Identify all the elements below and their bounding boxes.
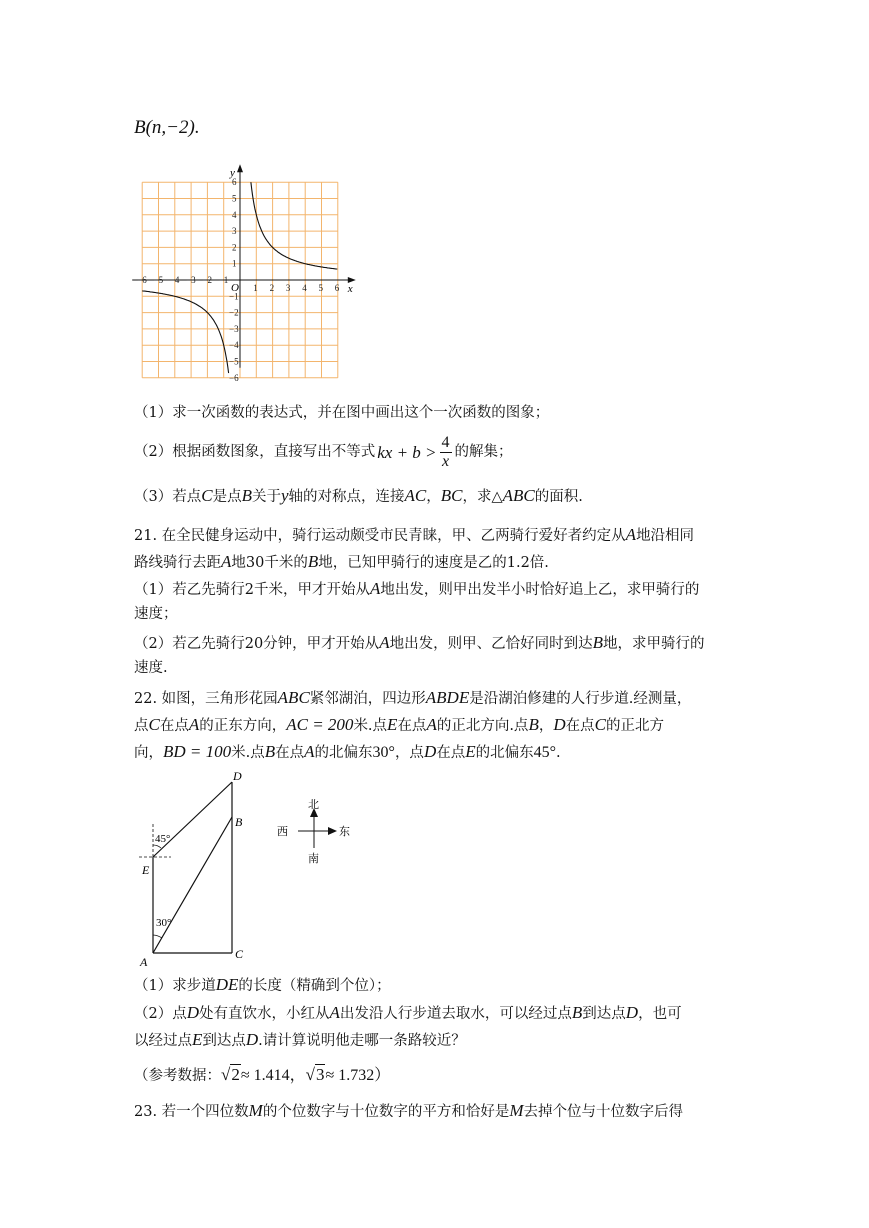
text: 地，已知甲骑行的速度是乙的1.2倍. <box>318 555 549 571</box>
text: 在点 <box>159 718 189 734</box>
text: （3）若点 <box>134 489 202 505</box>
compass-east: 东 <box>339 826 350 838</box>
q21-line6: 速度. <box>134 660 168 676</box>
x-tick-label: −5 <box>153 275 164 285</box>
var-d: D <box>625 1003 639 1022</box>
text: 的北偏东 <box>314 745 373 761</box>
var-e: E <box>192 1030 203 1049</box>
var-a: A <box>379 633 390 652</box>
q20-part1: （1）求一次函数的表达式，并在图中画出这个一次函数的图象； <box>134 405 550 421</box>
compass-rose <box>275 796 355 868</box>
text: 地出发，则甲、乙恰好同时到达 <box>389 636 593 652</box>
text: 的正北方 <box>605 718 664 734</box>
var-b: B <box>528 715 539 734</box>
text: 在点 <box>565 718 595 734</box>
var-a: A <box>221 552 232 571</box>
text: 的正北方向.点 <box>436 718 529 734</box>
text: 是沿湖泊修建的人行步道.经测量， <box>469 691 692 707</box>
text: （参考数据： <box>134 1068 221 1084</box>
label-45: 45° <box>155 833 171 845</box>
text: 到达点 <box>582 1006 626 1022</box>
text: 的长度（精确到个位）； <box>238 978 391 994</box>
fraction-denominator: x <box>441 452 450 470</box>
y-tick-label: −2 <box>229 307 239 318</box>
x-tick-label: 3 <box>285 283 291 293</box>
text: 的面积. <box>534 489 583 505</box>
angle-arc-45 <box>153 845 161 848</box>
label-d: D <box>233 769 242 783</box>
geometry-figure <box>135 768 265 968</box>
y-tick-label: −4 <box>229 340 239 351</box>
compass-west: 西 <box>277 826 288 838</box>
text: 在点 <box>275 745 305 761</box>
text: ， <box>538 718 554 734</box>
text: 地30千米的 <box>231 555 308 571</box>
x-axis-label: x <box>347 283 353 295</box>
y-tick-label: 6 <box>232 177 237 188</box>
y-tick-label: 3 <box>232 226 237 237</box>
q21-line1 <box>134 526 694 544</box>
text: 向， <box>134 745 163 761</box>
text: 紧邻湖泊，四边形 <box>309 691 426 707</box>
approx-1732: ≈ 1.732） <box>325 1067 391 1084</box>
text: . <box>556 745 561 761</box>
var-b: B <box>571 1003 583 1022</box>
angle-30: 30° <box>372 744 395 761</box>
q22-line1 <box>134 689 691 707</box>
q22-reference-data <box>134 1066 390 1084</box>
y-tick-label: 2 <box>232 242 237 253</box>
text: 的个位数字与十位数字的平方和恰好是 <box>262 1104 510 1120</box>
label-e: E <box>142 863 150 877</box>
y-tick-label: −6 <box>229 372 239 383</box>
var-a: A <box>426 715 437 734</box>
q20-part2 <box>134 432 513 472</box>
expr-bd: BD = 100 <box>163 742 232 761</box>
label-b: B <box>235 815 243 829</box>
y-tick-label: 4 <box>232 209 237 220</box>
var-abc: ABC <box>277 688 310 707</box>
var-a: A <box>329 1003 340 1022</box>
var-a: A <box>304 742 315 761</box>
var-abde: ABDE <box>425 688 470 707</box>
text: ， <box>426 489 441 505</box>
compass-north: 北 <box>308 799 319 811</box>
x-tick-label: −3 <box>186 275 196 285</box>
var-c: C <box>201 486 213 505</box>
var-a: A <box>625 525 637 544</box>
var-b: B <box>241 486 252 505</box>
x-tick-label: 5 <box>318 283 323 293</box>
var-c: C <box>148 715 160 734</box>
q21-line5 <box>134 634 704 652</box>
text: 关于 <box>251 489 281 505</box>
text: 点 <box>134 718 149 734</box>
var-y: y <box>280 486 289 505</box>
x-tick-label: 2 <box>269 283 275 293</box>
x-tick-label: 6 <box>334 283 340 293</box>
q21-line2 <box>134 553 549 571</box>
text: 路线骑行去距 <box>134 555 221 571</box>
text: （1）求步道 <box>134 978 216 994</box>
x-tick-label: 1 <box>253 283 258 293</box>
q22-line2 <box>134 716 664 734</box>
text: 地，求甲骑行的 <box>602 636 705 652</box>
q20-part3 <box>134 487 583 505</box>
q20-part2-suffix: 的解集； <box>454 443 513 460</box>
var-de: DE <box>215 975 239 994</box>
q22-sub2 <box>134 1004 682 1022</box>
x-tick-label: −4 <box>169 275 180 285</box>
text: （2）若乙先骑行20分钟，甲才开始从 <box>134 636 380 652</box>
text: 地沿相同 <box>636 528 695 544</box>
y-axis-arrow <box>237 164 243 172</box>
text: 在点 <box>436 745 466 761</box>
text: 22. 如图，三角形花园 <box>134 691 278 707</box>
text: 23. 若一个四位数 <box>134 1104 249 1120</box>
q22-sub1 <box>134 976 391 994</box>
approx-1414: ≈ 1.414， <box>240 1067 306 1084</box>
text: 地出发，则甲出发半小时恰好追上乙，求甲骑行的 <box>380 582 700 598</box>
radicand-2: 2 <box>231 1065 240 1084</box>
label-a: A <box>140 955 148 969</box>
text: 在点 <box>397 718 427 734</box>
var-e: E <box>465 742 476 761</box>
var-b: B <box>264 742 276 761</box>
function-graph <box>137 165 380 395</box>
x-tick-label: −2 <box>202 275 212 285</box>
origin-label: O <box>231 282 239 294</box>
q22-line3 <box>134 743 561 761</box>
text: （2）点 <box>134 1006 187 1022</box>
q21-line3 <box>134 580 699 598</box>
var-d: D <box>553 715 566 734</box>
y-tick-label: −1 <box>229 291 239 302</box>
text: ，也可 <box>638 1006 682 1022</box>
text: 米.点 <box>353 718 388 734</box>
label-30: 30° <box>156 917 172 929</box>
y-tick-label: 1 <box>232 258 237 269</box>
text: 去掉个位与十位数字后得 <box>523 1104 684 1120</box>
text: 处有直饮水，小红从 <box>199 1006 330 1022</box>
text: 21. 在全民健身运动中，骑行运动颇受市民青睐，甲、乙两骑行爱好者约定从 <box>134 528 626 544</box>
east-arrowhead <box>328 827 337 835</box>
hyperbola-branch-q3 <box>142 291 228 373</box>
y-tick-label: −3 <box>229 323 239 334</box>
var-a: A <box>369 579 381 598</box>
var-m: M <box>248 1101 263 1120</box>
inequality-expression: kx + b > <box>377 442 437 462</box>
var-e: E <box>387 715 398 734</box>
sqrt-2: √2 <box>221 1065 240 1084</box>
q22-sub3 <box>134 1031 466 1049</box>
text: 是点 <box>212 489 242 505</box>
x-tick-label: 4 <box>302 283 307 293</box>
x-tick-label: −6 <box>137 275 147 285</box>
var-d: D <box>423 742 437 761</box>
var-m: M <box>509 1101 524 1120</box>
x-tick-label: −1 <box>218 275 229 285</box>
text: ，求△ <box>462 489 503 505</box>
y-axis-label: y <box>230 167 235 180</box>
angle-arc-30 <box>153 935 162 938</box>
var-b: B <box>307 552 319 571</box>
text: 的北偏东 <box>475 745 534 761</box>
segment-ed <box>153 782 232 857</box>
fraction-numerator: 4 <box>441 433 450 451</box>
q21-line4: 速度； <box>134 606 178 622</box>
text: ，点 <box>394 745 424 761</box>
radicand-3: 3 <box>315 1065 325 1084</box>
compass-south: 南 <box>308 853 319 865</box>
var-d: D <box>186 1003 200 1022</box>
var-a: A <box>188 715 200 734</box>
var-bc: BC <box>440 486 463 505</box>
text: 米.点 <box>231 745 265 761</box>
q20-part2-prefix: （2）根据函数图象，直接写出不等式 <box>134 443 376 460</box>
text: 的正东方向， <box>199 718 287 734</box>
var-c: C <box>594 715 606 734</box>
text: （1）若乙先骑行2千米，甲才开始从 <box>134 582 370 598</box>
point-b-text: B(n,−2). <box>134 117 200 138</box>
text: 出发沿人行步道去取水，可以经过点 <box>339 1006 572 1022</box>
text: 轴的对称点，连接 <box>288 489 405 505</box>
var-ac: AC <box>404 486 427 505</box>
sqrt-3: √3 <box>305 1065 325 1084</box>
text: 以经过点 <box>134 1033 192 1049</box>
angle-45: 45° <box>533 744 557 761</box>
var-b: B <box>592 633 603 652</box>
var-d: D <box>245 1030 259 1049</box>
var-abc: ABC <box>502 486 535 505</box>
q23-line1 <box>134 1102 683 1120</box>
expr-ac: AC = 200 <box>286 715 354 734</box>
label-c: C <box>235 947 244 961</box>
text: 到达点 <box>202 1033 246 1049</box>
fraction-4-over-x <box>440 434 452 470</box>
y-tick-label: 5 <box>232 193 237 204</box>
y-tick-label: −5 <box>229 356 239 367</box>
text: .请计算说明他走哪一条路较近？ <box>258 1033 466 1049</box>
hyperbola-branch-q1 <box>251 182 337 269</box>
